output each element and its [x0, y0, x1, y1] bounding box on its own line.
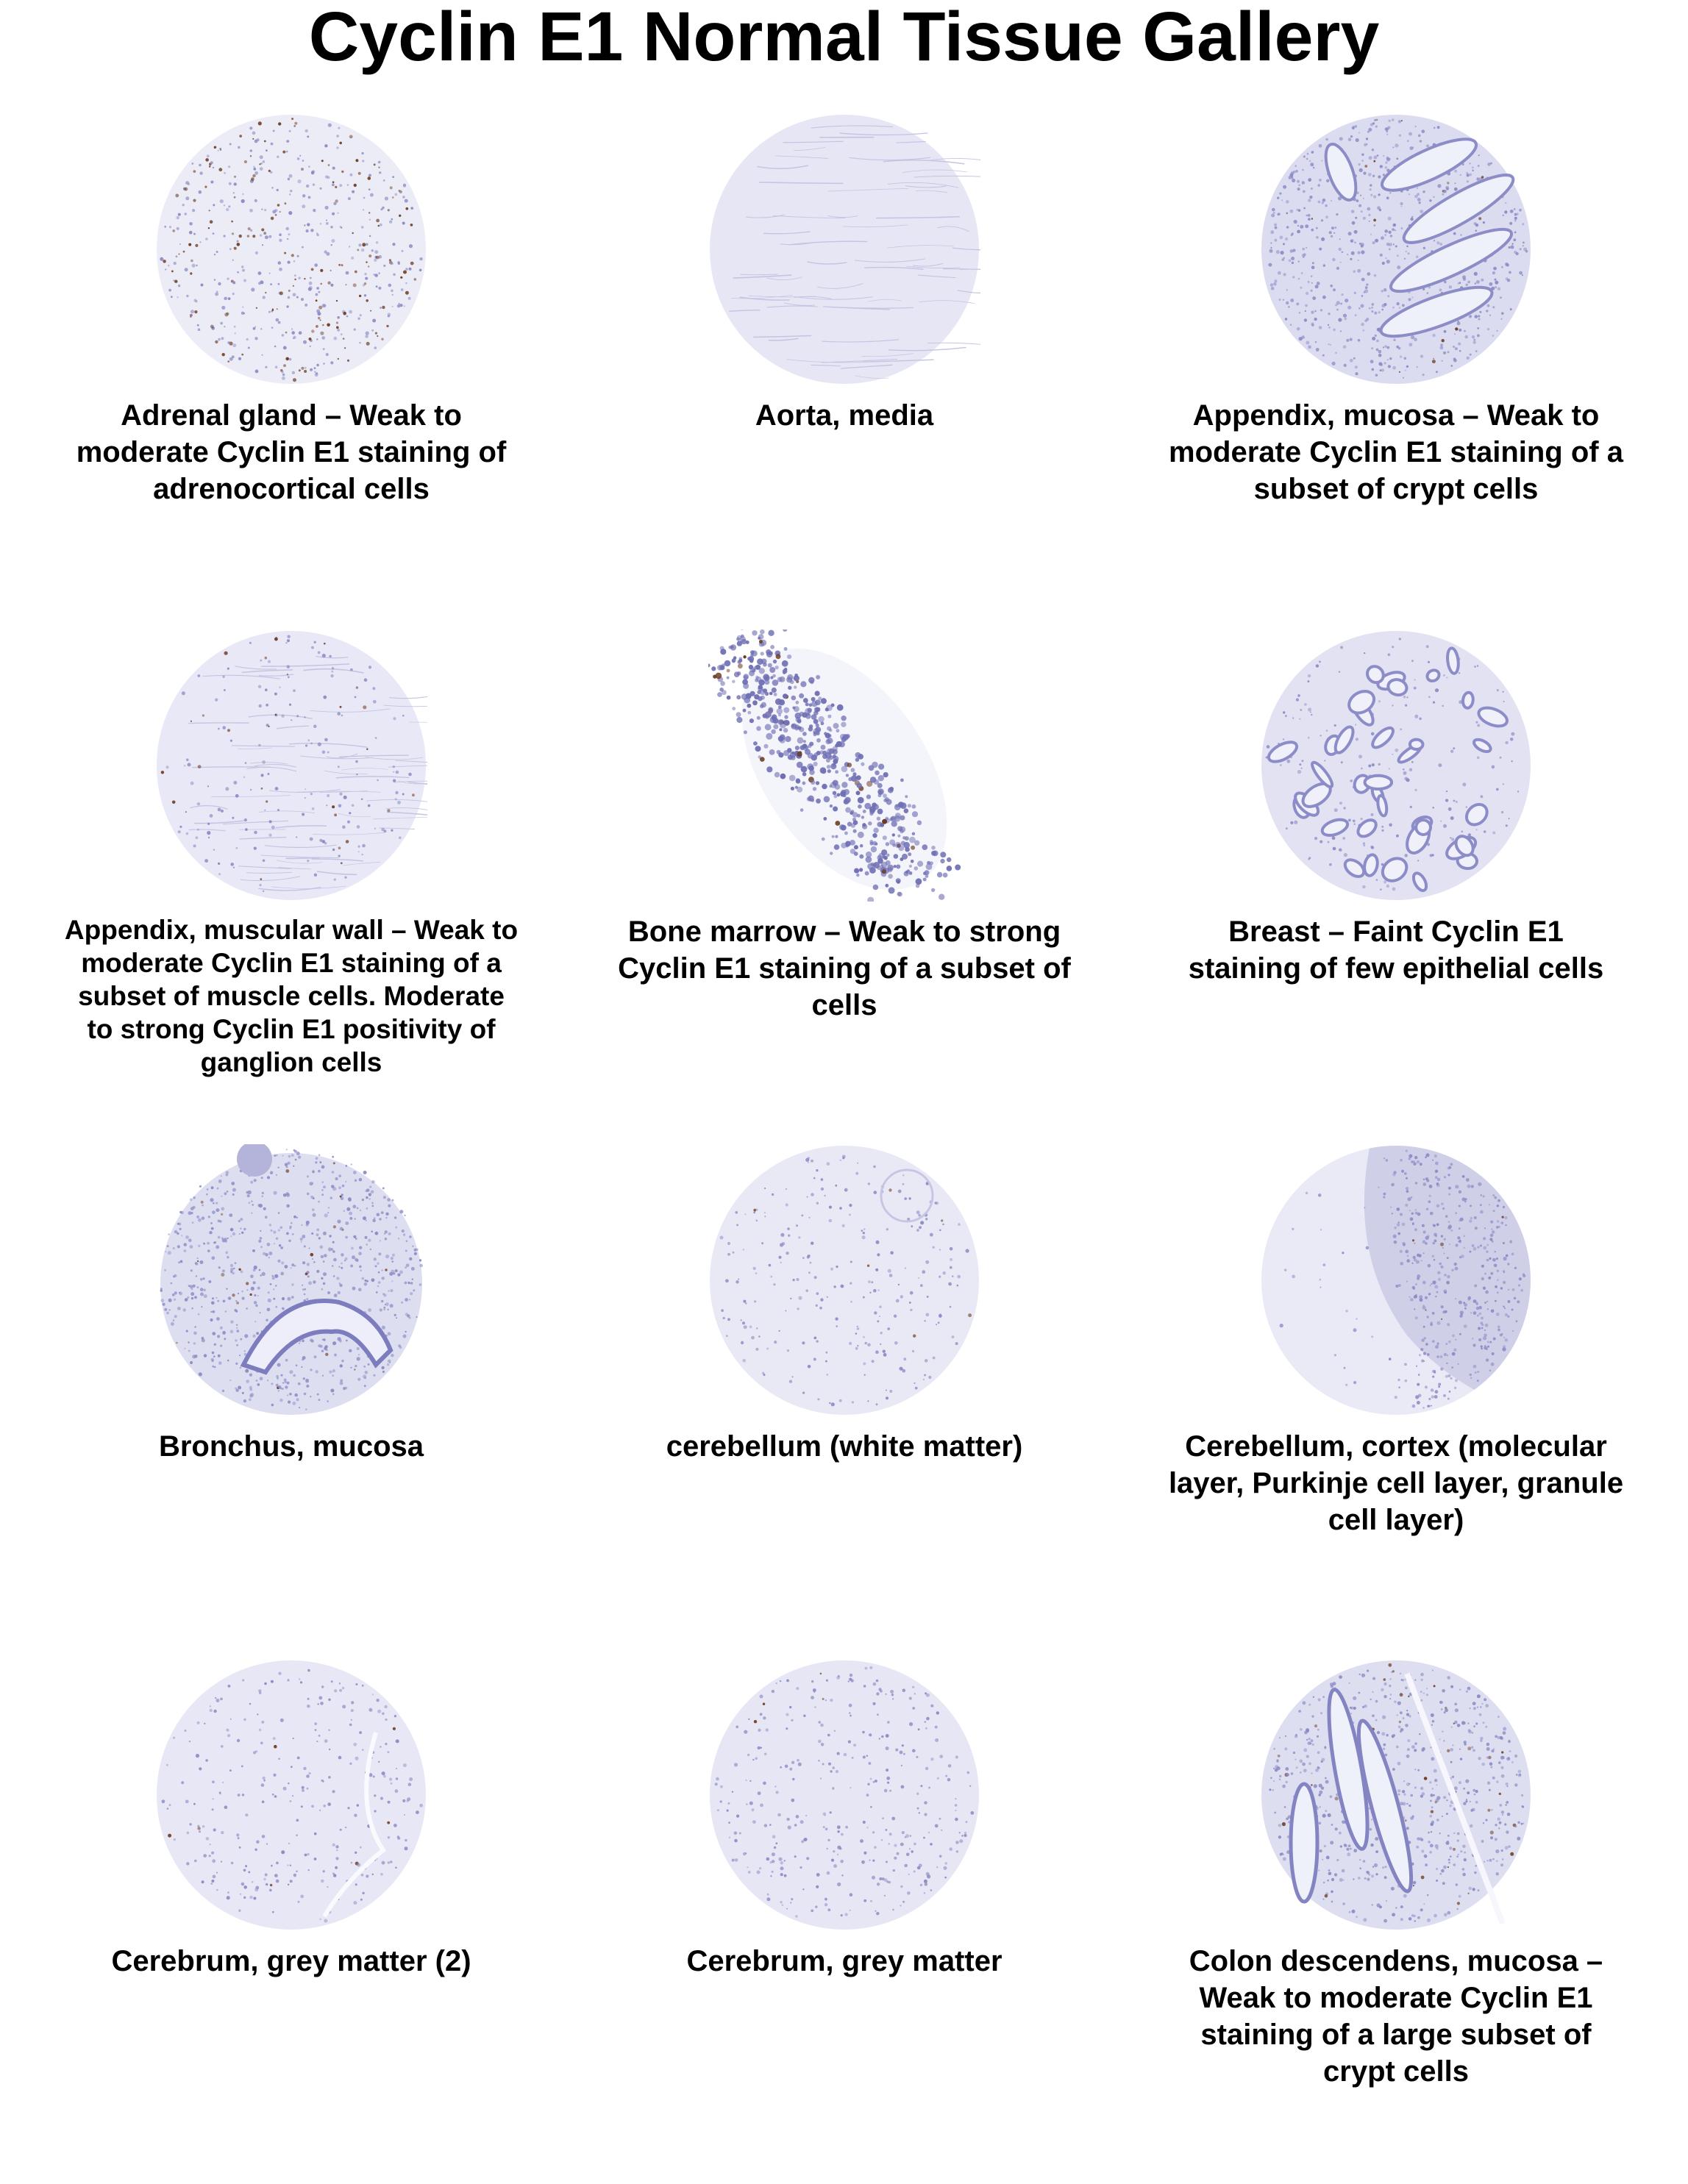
tile-caption: Colon descendens, mucosa – Weak to moderate Cyclin E1 staining of a large subset of crypt cells	[1189, 1945, 1603, 2088]
tile-caption: Breast – Faint Cyclin E1 staining of few epithelial cells	[1188, 916, 1604, 985]
tile-aorta-media	[616, 113, 1072, 434]
tile-cerebrum-grey-matter	[616, 1659, 1072, 1980]
tissue-core-image	[1260, 1144, 1532, 1416]
tile-caption: Cerebrum, grey matter (2)	[111, 1945, 471, 1977]
tile-caption: Aorta, media	[755, 399, 934, 432]
tile-adrenal-gland	[63, 113, 519, 507]
tile-cerebrum-grey-matter-2	[63, 1659, 519, 1980]
tissue-core-image	[155, 1659, 427, 1931]
tile-caption: Adrenal gland – Weak to moderate Cyclin E1 staining of adrenocortical cells	[76, 399, 507, 505]
tile-bronchus-mucosa	[63, 1144, 519, 1465]
tissue-core-image	[1260, 113, 1532, 385]
tile-caption: Appendix, mucosa – Weak to moderate Cyclin E1 staining of a subset of crypt cells	[1169, 399, 1623, 505]
tile-appendix-muscular-wall	[63, 629, 519, 1079]
tile-bone-marrow	[616, 629, 1072, 1024]
tile-cerebellum-cortex	[1168, 1144, 1624, 1538]
tissue-core-image	[1260, 629, 1532, 902]
tissue-core-image	[155, 1144, 427, 1416]
tissue-core-image	[708, 629, 980, 902]
tissue-core-image	[1260, 1659, 1532, 1931]
tile-caption: Cerebellum, cortex (molecular layer, Purkinje cell layer, granule cell layer)	[1168, 1430, 1624, 1536]
tile-caption: Appendix, muscular wall – Weak to moderate Cyclin E1 staining of a subset of muscle cells. Moderate to strong Cyclin E1 positivity of ganglion cells	[64, 915, 519, 1077]
tile-cerebellum-white-matter	[616, 1144, 1072, 1465]
tissue-core-image	[708, 1144, 980, 1416]
tile-caption: Cerebrum, grey matter	[686, 1945, 1003, 1977]
tile-colon-descendens-mucosa	[1168, 1659, 1624, 2090]
tissue-core-image	[155, 629, 427, 902]
tile-caption: cerebellum (white matter)	[666, 1430, 1023, 1463]
page-title: Cyclin E1 Normal Tissue Gallery	[308, 0, 1380, 76]
tissue-core-image	[708, 1659, 980, 1931]
tissue-core-image	[708, 113, 980, 385]
tile-caption: Bronchus, mucosa	[158, 1430, 424, 1463]
tissue-core-image	[155, 113, 427, 385]
tile-caption: Bone marrow – Weak to strong Cyclin E1 staining of a subset of cells	[618, 916, 1071, 1021]
tile-breast	[1168, 629, 1624, 987]
tile-appendix-mucosa	[1168, 113, 1624, 507]
